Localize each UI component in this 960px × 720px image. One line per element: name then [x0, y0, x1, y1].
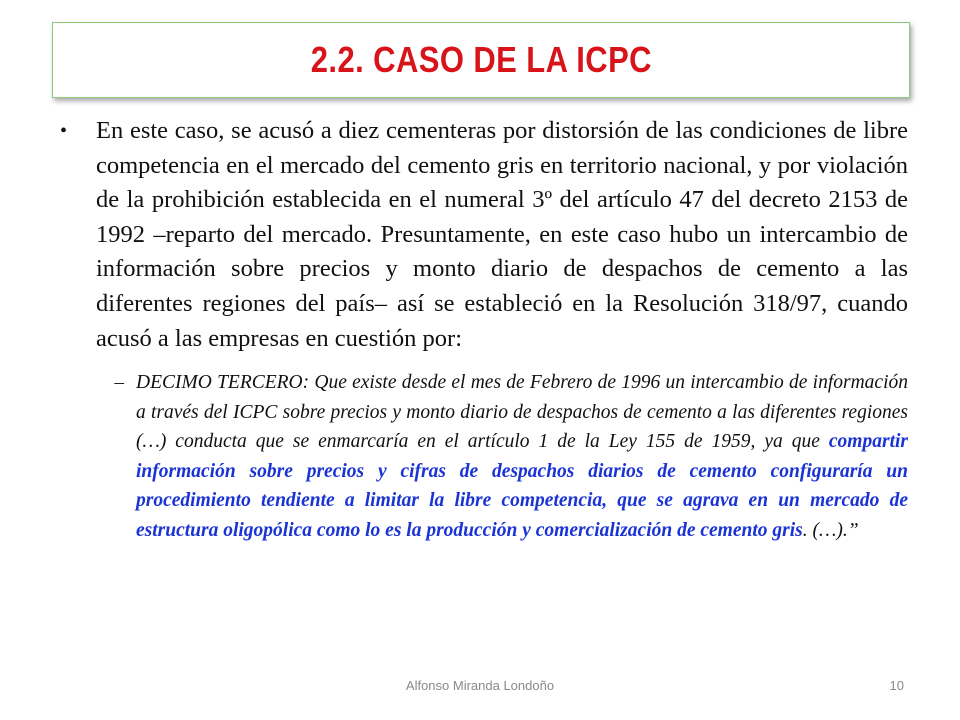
- bullet-item: [56, 114, 908, 356]
- quote-text: DECIMO TERCERO: Que existe desde el mes de Febrero de 1996 un intercambio de información a través del ICPC sobre precios y monto diario de despachos de cemento a las diferentes regiones (…) conducta que se enmarcaría en el artículo 1 de la Ley 155 de 1959, ya que: [136, 372, 908, 453]
- quote-end: . (…).”: [802, 519, 859, 541]
- bullet-icon: •: [60, 120, 68, 142]
- slide-content: [56, 114, 908, 545]
- quote-emphasis: compartir información sobre precios y cifras de despachos diarios de cemento configuraría un procedimiento tendiente a limitar la libre competencia, que se agrava en un mercado de estructura oligopólica como lo es la producción y comercialización de cemento gris: [136, 431, 908, 541]
- dash-icon: –: [114, 372, 124, 394]
- quote-paragraph: [136, 368, 908, 545]
- main-paragraph: En este caso, se acusó a diez cementeras por distorsión de las condiciones de libre competencia en el mercado del cemento gris en territorio nacional, y por violación de la prohibición establecida en el numeral 3º del artículo 47 del decreto 2153 de 1992 –reparto del mercado. Presuntamente, en este caso hubo un intercambio de información sobre precios y monto diario de despachos de cemento a las diferentes regiones del país– así se estableció en la Resolución 318/97, cuando acusó a las empresas en cuestión por:: [96, 117, 908, 352]
- slide-title: 2.2. CASO DE LA ICPC: [310, 39, 652, 80]
- footer-author: Alfonso Miranda Londoño: [405, 678, 555, 693]
- page-number: 10: [889, 678, 904, 693]
- title-box: [52, 22, 910, 98]
- sub-bullet-item: [56, 368, 908, 545]
